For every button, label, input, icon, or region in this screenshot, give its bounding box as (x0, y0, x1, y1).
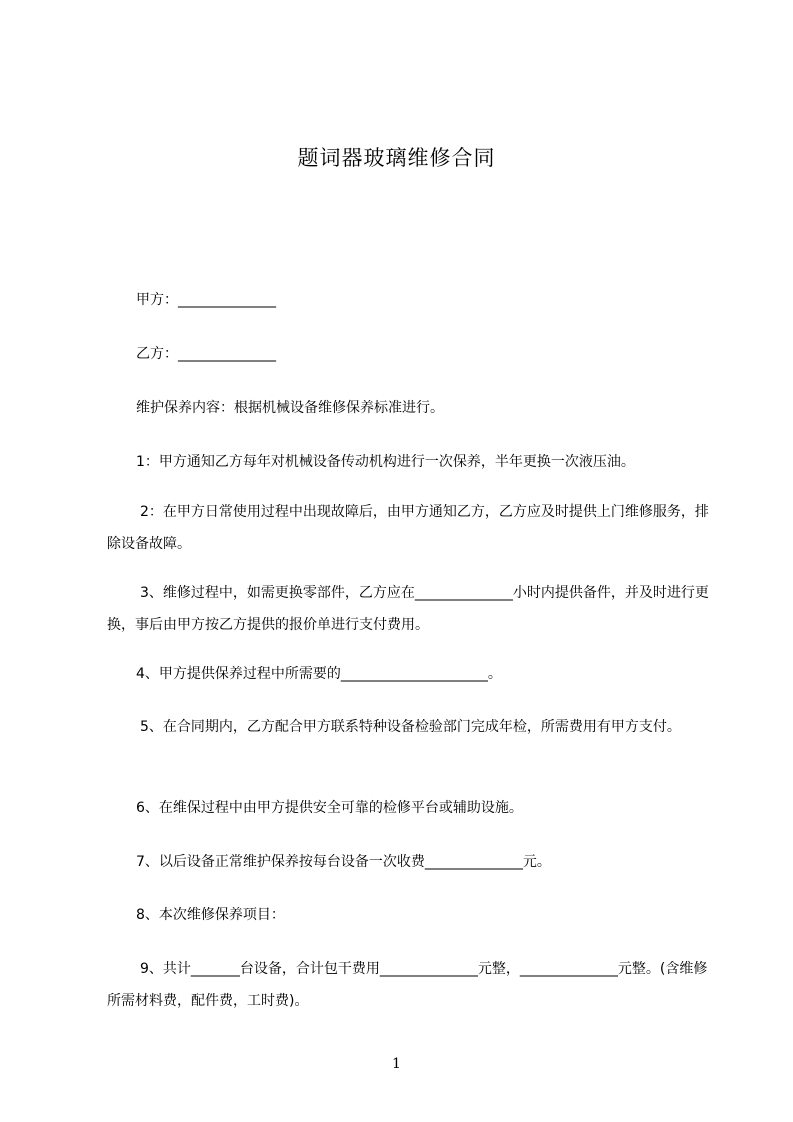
page-number: 1 (392, 1056, 401, 1072)
clause-4: 4、甲方提供保养过程中所需要的_____________________。 (136, 666, 502, 682)
clause-6: 6、在维保过程中由甲方提供安全可靠的检修平台或辅助设施。 (136, 800, 523, 816)
party-a-line: 甲方：______________ (136, 292, 276, 308)
clause-1: 1：甲方通知乙方每年对机械设备传动机构进行一次保养，半年更换一次液压油。 (136, 454, 635, 470)
clause-9: 9、共计_______台设备，合计包干费用______________元整，______________元整。(含维修所需材料费，配件费，工时费)。 (107, 961, 708, 1009)
party-b-line: 乙方：______________ (136, 346, 276, 362)
clause-5: 5、在合同期内，乙方配合甲方联系特种设备检验部门完成年检，所需费用有甲方支付。 (140, 719, 681, 735)
contract-title: 题词器玻璃维修合同 (297, 146, 496, 170)
clause-3: 3、维修过程中，如需更换零部件，乙方应在______________小时内提供备件，并及时进行更换，事后由甲方按乙方提供的报价单进行支付费用。 (107, 585, 709, 633)
clause-7: 7、以后设备正常维护保养按每台设备一次收费______________元。 (136, 854, 551, 870)
clause-8: 8、本次维修保养项目： (136, 907, 285, 923)
clause-2: 2：在甲方日常使用过程中出现故障后，由甲方通知乙方，乙方应及时提供上门维修服务，排除设备故障。 (107, 504, 709, 552)
maintenance-content-line: 维护保养内容：根据机械设备维修保养标准进行。 (136, 400, 444, 416)
